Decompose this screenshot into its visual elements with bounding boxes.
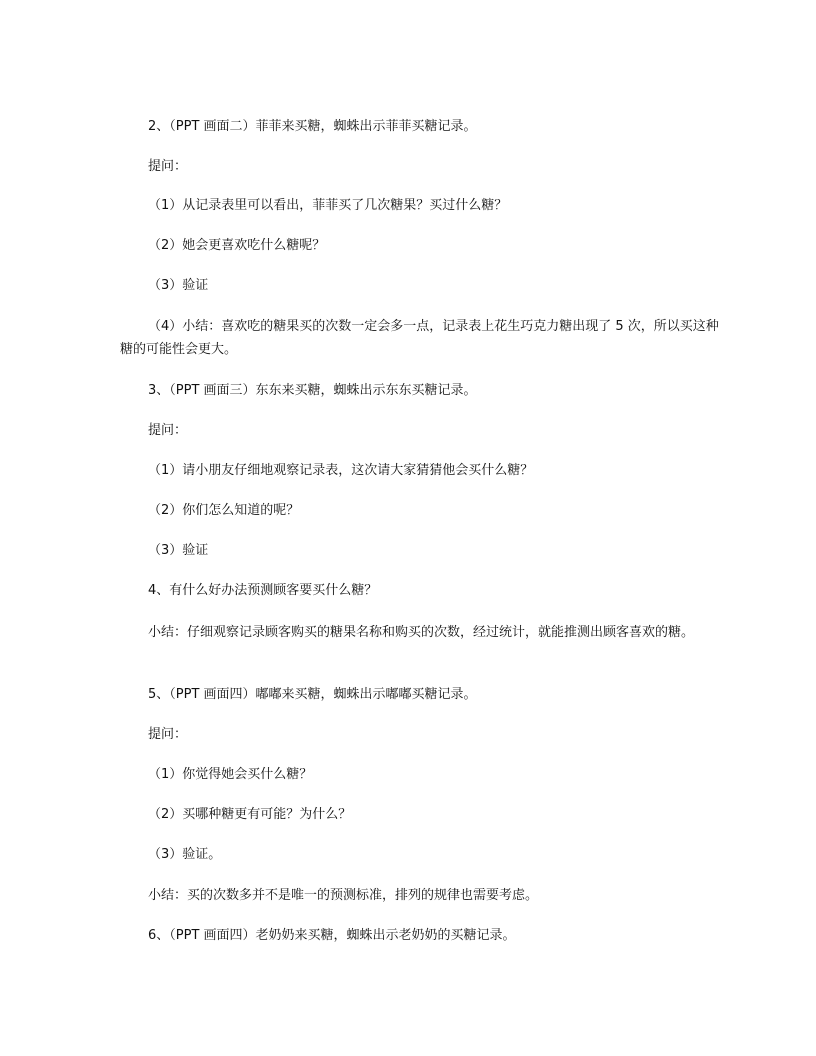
question-2: （2）买哪种糖更有可能？为什么？ <box>148 807 352 822</box>
summary-4: （4）小结：喜欢吃的糖果买的次数一定会多一点，记录表上花生巧克力糖出现了 5 次，所以买这种糖的可能性会更大。 <box>120 319 719 357</box>
summary-item-4: 小结：仔细观察记录顾客购买的糖果名称和购买的次数，经过统计，就能推测出顾客喜欢的糖。 <box>148 625 695 640</box>
question-3: （3）验证 <box>148 278 209 293</box>
question-label: 提问： <box>148 423 188 438</box>
question-1: （1）从记录表里可以看出，菲菲买了几次糖果？买过什么糖？ <box>148 198 508 213</box>
item-2-heading: 2、（PPT 画面二）菲菲来买糖，蜘蛛出示菲菲买糖记录。 <box>148 119 477 134</box>
summary-item-5: 小结：买的次数多并不是唯一的预测标准，排列的规律也需要考虑。 <box>148 888 539 903</box>
question-2: （2）你们怎么知道的呢？ <box>148 503 300 518</box>
question-label: 提问： <box>148 159 188 174</box>
question-label: 提问： <box>148 727 188 742</box>
item-4-heading: 4、有什么好办法预测顾客要买什么糖？ <box>148 583 378 598</box>
item-5-heading: 5、（PPT 画面四）嘟嘟来买糖，蜘蛛出示嘟嘟买糖记录。 <box>148 687 477 702</box>
question-3: （3）验证 <box>148 543 209 558</box>
item-3-heading: 3、（PPT 画面三）东东来买糖，蜘蛛出示东东买糖记录。 <box>148 383 477 398</box>
question-1: （1）请小朋友仔细地观察记录表，这次请大家猜猜他会买什么糖？ <box>148 463 534 478</box>
question-2: （2）她会更喜欢吃什么糖呢？ <box>148 238 326 253</box>
item-6-heading: 6、（PPT 画面四）老奶奶来买糖，蜘蛛出示老奶奶的买糖记录。 <box>148 928 516 943</box>
question-3: （3）验证。 <box>148 847 222 862</box>
question-1: （1）你觉得她会买什么糖？ <box>148 767 313 782</box>
